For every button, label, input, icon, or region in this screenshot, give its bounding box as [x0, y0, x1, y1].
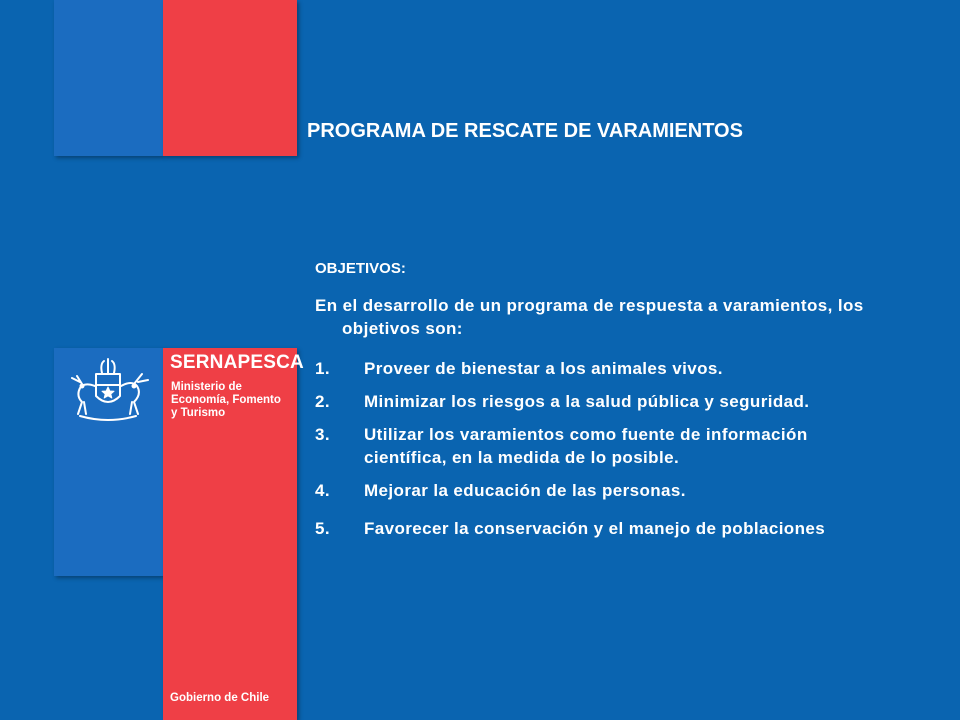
flag-block-blue-top [54, 0, 163, 156]
objective-number: 1. [315, 359, 330, 378]
objective-item [315, 390, 875, 413]
government-label: Gobierno de Chile [170, 692, 270, 704]
flag-block-red-top [163, 0, 297, 156]
ministry-line: y Turismo [171, 407, 226, 419]
objective-item [315, 479, 875, 502]
objective-text: Mejorar la educación de las personas. [364, 481, 686, 500]
objective-number: 5. [315, 519, 330, 538]
objectives-list [315, 357, 875, 550]
objective-text: Utilizar los varamientos como fuente de información científica, en la medida de lo posible. [364, 425, 808, 467]
ministry-line: Ministerio de [171, 381, 242, 393]
ministry-line: Economía, Fomento [171, 394, 281, 406]
objective-text: Proveer de bienestar a los animales vivos. [364, 359, 723, 378]
objective-text: Favorecer la conservación y el manejo de poblaciones [364, 519, 826, 538]
objective-number: 4. [315, 481, 330, 500]
objective-text: Minimizar los riesgos a la salud pública y seguridad. [364, 392, 810, 411]
objective-item [315, 423, 875, 469]
coat-of-arms-icon [62, 356, 154, 426]
objective-item [315, 517, 875, 540]
slide-title: PROGRAMA DE RESCATE DE VARAMIENTOS [307, 120, 743, 142]
objectives-intro: En el desarrollo de un programa de respuesta a varamientos, los objetivos son: [315, 296, 864, 338]
ministry-name [171, 381, 291, 420]
objective-number: 2. [315, 392, 330, 411]
objectives-heading: OBJETIVOS: [315, 260, 406, 277]
agency-name: SERNAPESCA [170, 352, 304, 373]
objective-number: 3. [315, 425, 330, 444]
objective-item [315, 357, 875, 380]
